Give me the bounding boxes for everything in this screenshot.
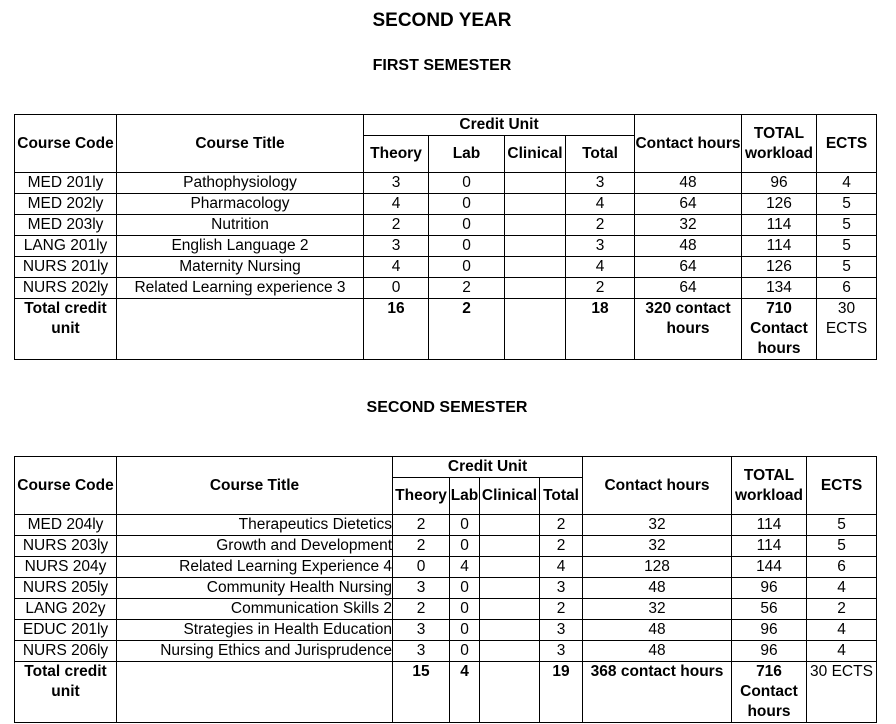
second-semester-title: SECOND SEMESTER — [366, 399, 528, 416]
cell-ects: 4 — [817, 173, 877, 194]
cell-ects: 5 — [817, 194, 877, 215]
cell-lab: 0 — [429, 215, 505, 236]
totals-ects: 30 ECTS — [807, 662, 877, 723]
header-row — [15, 115, 877, 136]
cell-title: Therapeutics Dietetics — [117, 515, 393, 536]
cell-clinical — [480, 536, 540, 557]
totals-lab: 4 — [450, 662, 480, 723]
cell-ects: 2 — [807, 599, 877, 620]
page-title: SECOND YEAR — [372, 10, 512, 31]
cell-lab: 0 — [450, 536, 480, 557]
header-ects: ECTS — [817, 115, 877, 173]
cell-code: MED 204ly — [15, 515, 117, 536]
cell-workload: 126 — [742, 194, 817, 215]
cell-total: 2 — [540, 599, 583, 620]
cell-code: LANG 202y — [15, 599, 117, 620]
cell-clinical — [480, 557, 540, 578]
cell-contact: 64 — [635, 194, 742, 215]
cell-lab: 0 — [450, 515, 480, 536]
second-semester-table — [14, 456, 877, 723]
course-row — [15, 641, 877, 662]
cell-contact: 32 — [583, 515, 732, 536]
totals-contact: 320 contact hours — [635, 299, 742, 360]
cell-contact: 48 — [635, 236, 742, 257]
cell-workload: 56 — [732, 599, 807, 620]
cell-ects: 5 — [807, 515, 877, 536]
header-contact-hours: Contact hours — [583, 457, 732, 515]
cell-clinical — [505, 194, 566, 215]
cell-theory: 4 — [364, 257, 429, 278]
cell-title: Pathophysiology — [117, 173, 364, 194]
header-total-workload: TOTAL workload — [732, 457, 807, 515]
totals-lab: 2 — [429, 299, 505, 360]
totals-clinical — [480, 662, 540, 723]
cell-title: Growth and Development — [117, 536, 393, 557]
cell-workload: 96 — [732, 578, 807, 599]
cell-contact: 48 — [583, 620, 732, 641]
course-row — [15, 536, 877, 557]
cell-total: 2 — [566, 215, 635, 236]
cell-lab: 2 — [429, 278, 505, 299]
course-row — [15, 278, 877, 299]
cell-workload: 134 — [742, 278, 817, 299]
cell-title: Communication Skills 2 — [117, 599, 393, 620]
cell-contact: 48 — [583, 641, 732, 662]
cell-ects: 4 — [807, 620, 877, 641]
first-semester-title: FIRST SEMESTER — [372, 57, 512, 74]
cell-lab: 0 — [450, 599, 480, 620]
cell-clinical — [505, 278, 566, 299]
cell-clinical — [480, 578, 540, 599]
cell-title: Related Learning Experience 4 — [117, 557, 393, 578]
cell-title: Maternity Nursing — [117, 257, 364, 278]
cell-code: NURS 203ly — [15, 536, 117, 557]
cell-contact: 32 — [583, 599, 732, 620]
course-row — [15, 620, 877, 641]
totals-title — [117, 662, 393, 723]
cell-lab: 0 — [429, 236, 505, 257]
cell-lab: 4 — [450, 557, 480, 578]
totals-theory: 16 — [364, 299, 429, 360]
cell-theory: 3 — [364, 173, 429, 194]
cell-workload: 144 — [732, 557, 807, 578]
cell-contact: 32 — [583, 536, 732, 557]
cell-ects: 5 — [807, 536, 877, 557]
cell-total: 2 — [540, 515, 583, 536]
cell-clinical — [480, 641, 540, 662]
cell-theory: 2 — [393, 536, 450, 557]
cell-ects: 4 — [807, 641, 877, 662]
header-credit-unit: Credit Unit — [364, 115, 635, 136]
cell-title: Strategies in Health Education — [117, 620, 393, 641]
cell-code: MED 202ly — [15, 194, 117, 215]
header-clinical: Clinical — [480, 478, 540, 515]
totals-total: 19 — [540, 662, 583, 723]
cell-theory: 4 — [364, 194, 429, 215]
cell-clinical — [480, 599, 540, 620]
cell-workload: 114 — [742, 215, 817, 236]
header-clinical: Clinical — [505, 136, 566, 173]
cell-clinical — [505, 215, 566, 236]
cell-contact: 128 — [583, 557, 732, 578]
totals-row — [15, 662, 877, 723]
totals-total: 18 — [566, 299, 635, 360]
first-semester-table — [14, 114, 877, 360]
totals-theory: 15 — [393, 662, 450, 723]
cell-theory: 2 — [364, 215, 429, 236]
cell-theory: 2 — [393, 515, 450, 536]
cell-code: MED 203ly — [15, 215, 117, 236]
cell-title: Nursing Ethics and Jurisprudence — [117, 641, 393, 662]
cell-ects: 5 — [817, 215, 877, 236]
cell-total: 3 — [540, 641, 583, 662]
cell-title: Community Health Nursing — [117, 578, 393, 599]
totals-clinical — [505, 299, 566, 360]
cell-workload: 96 — [732, 641, 807, 662]
totals-workload: 710 Contact hours — [742, 299, 817, 360]
totals-row — [15, 299, 877, 360]
cell-code: NURS 205ly — [15, 578, 117, 599]
header-lab: Lab — [429, 136, 505, 173]
cell-theory: 2 — [393, 599, 450, 620]
totals-title — [117, 299, 364, 360]
cell-clinical — [480, 515, 540, 536]
course-row — [15, 557, 877, 578]
cell-code: NURS 202ly — [15, 278, 117, 299]
header-course-code: Course Code — [15, 115, 117, 173]
cell-workload: 96 — [742, 173, 817, 194]
cell-theory: 0 — [393, 557, 450, 578]
totals-workload: 716 Contact hours — [732, 662, 807, 723]
cell-code: NURS 206ly — [15, 641, 117, 662]
totals-ects: 30 ECTS — [817, 299, 877, 360]
cell-workload: 126 — [742, 257, 817, 278]
cell-contact: 48 — [635, 173, 742, 194]
cell-theory: 3 — [364, 236, 429, 257]
cell-workload: 114 — [732, 536, 807, 557]
header-ects: ECTS — [807, 457, 877, 515]
cell-title: English Language 2 — [117, 236, 364, 257]
header-credit-unit: Credit Unit — [393, 457, 583, 478]
header-total-workload: TOTAL workload — [742, 115, 817, 173]
cell-code: EDUC 201ly — [15, 620, 117, 641]
cell-code: NURS 204y — [15, 557, 117, 578]
header-course-title: Course Title — [117, 457, 393, 515]
cell-clinical — [505, 173, 566, 194]
totals-contact: 368 contact hours — [583, 662, 732, 723]
cell-title: Related Learning experience 3 — [117, 278, 364, 299]
cell-theory: 3 — [393, 641, 450, 662]
course-row — [15, 215, 877, 236]
cell-total: 4 — [566, 194, 635, 215]
cell-code: NURS 201ly — [15, 257, 117, 278]
cell-total: 2 — [540, 536, 583, 557]
cell-code: MED 201ly — [15, 173, 117, 194]
cell-workload: 114 — [742, 236, 817, 257]
header-course-code: Course Code — [15, 457, 117, 515]
cell-contact: 32 — [635, 215, 742, 236]
cell-theory: 0 — [364, 278, 429, 299]
cell-lab: 0 — [450, 620, 480, 641]
cell-lab: 0 — [450, 641, 480, 662]
header-total: Total — [566, 136, 635, 173]
course-row — [15, 599, 877, 620]
header-course-title: Course Title — [117, 115, 364, 173]
totals-label: Total credit unit — [15, 299, 117, 360]
cell-lab: 0 — [429, 173, 505, 194]
cell-theory: 3 — [393, 620, 450, 641]
cell-lab: 0 — [450, 578, 480, 599]
course-row — [15, 194, 877, 215]
course-row — [15, 515, 877, 536]
header-total: Total — [540, 478, 583, 515]
cell-contact: 48 — [583, 578, 732, 599]
course-row — [15, 173, 877, 194]
cell-theory: 3 — [393, 578, 450, 599]
cell-lab: 0 — [429, 194, 505, 215]
course-row — [15, 578, 877, 599]
cell-ects: 5 — [817, 257, 877, 278]
cell-total: 3 — [540, 620, 583, 641]
header-theory: Theory — [364, 136, 429, 173]
course-row — [15, 236, 877, 257]
header-row — [15, 457, 877, 478]
cell-clinical — [505, 236, 566, 257]
cell-ects: 6 — [817, 278, 877, 299]
cell-ects: 5 — [817, 236, 877, 257]
cell-total: 3 — [566, 236, 635, 257]
cell-code: LANG 201ly — [15, 236, 117, 257]
course-row — [15, 257, 877, 278]
cell-workload: 96 — [732, 620, 807, 641]
cell-total: 3 — [566, 173, 635, 194]
cell-total: 4 — [540, 557, 583, 578]
cell-title: Pharmacology — [117, 194, 364, 215]
totals-label: Total credit unit — [15, 662, 117, 723]
cell-total: 3 — [540, 578, 583, 599]
cell-lab: 0 — [429, 257, 505, 278]
header-contact-hours: Contact hours — [635, 115, 742, 173]
header-lab: Lab — [450, 478, 480, 515]
cell-contact: 64 — [635, 278, 742, 299]
cell-contact: 64 — [635, 257, 742, 278]
cell-clinical — [505, 257, 566, 278]
header-theory: Theory — [393, 478, 450, 515]
cell-workload: 114 — [732, 515, 807, 536]
cell-ects: 6 — [807, 557, 877, 578]
cell-title: Nutrition — [117, 215, 364, 236]
cell-total: 2 — [566, 278, 635, 299]
cell-ects: 4 — [807, 578, 877, 599]
cell-total: 4 — [566, 257, 635, 278]
cell-clinical — [480, 620, 540, 641]
